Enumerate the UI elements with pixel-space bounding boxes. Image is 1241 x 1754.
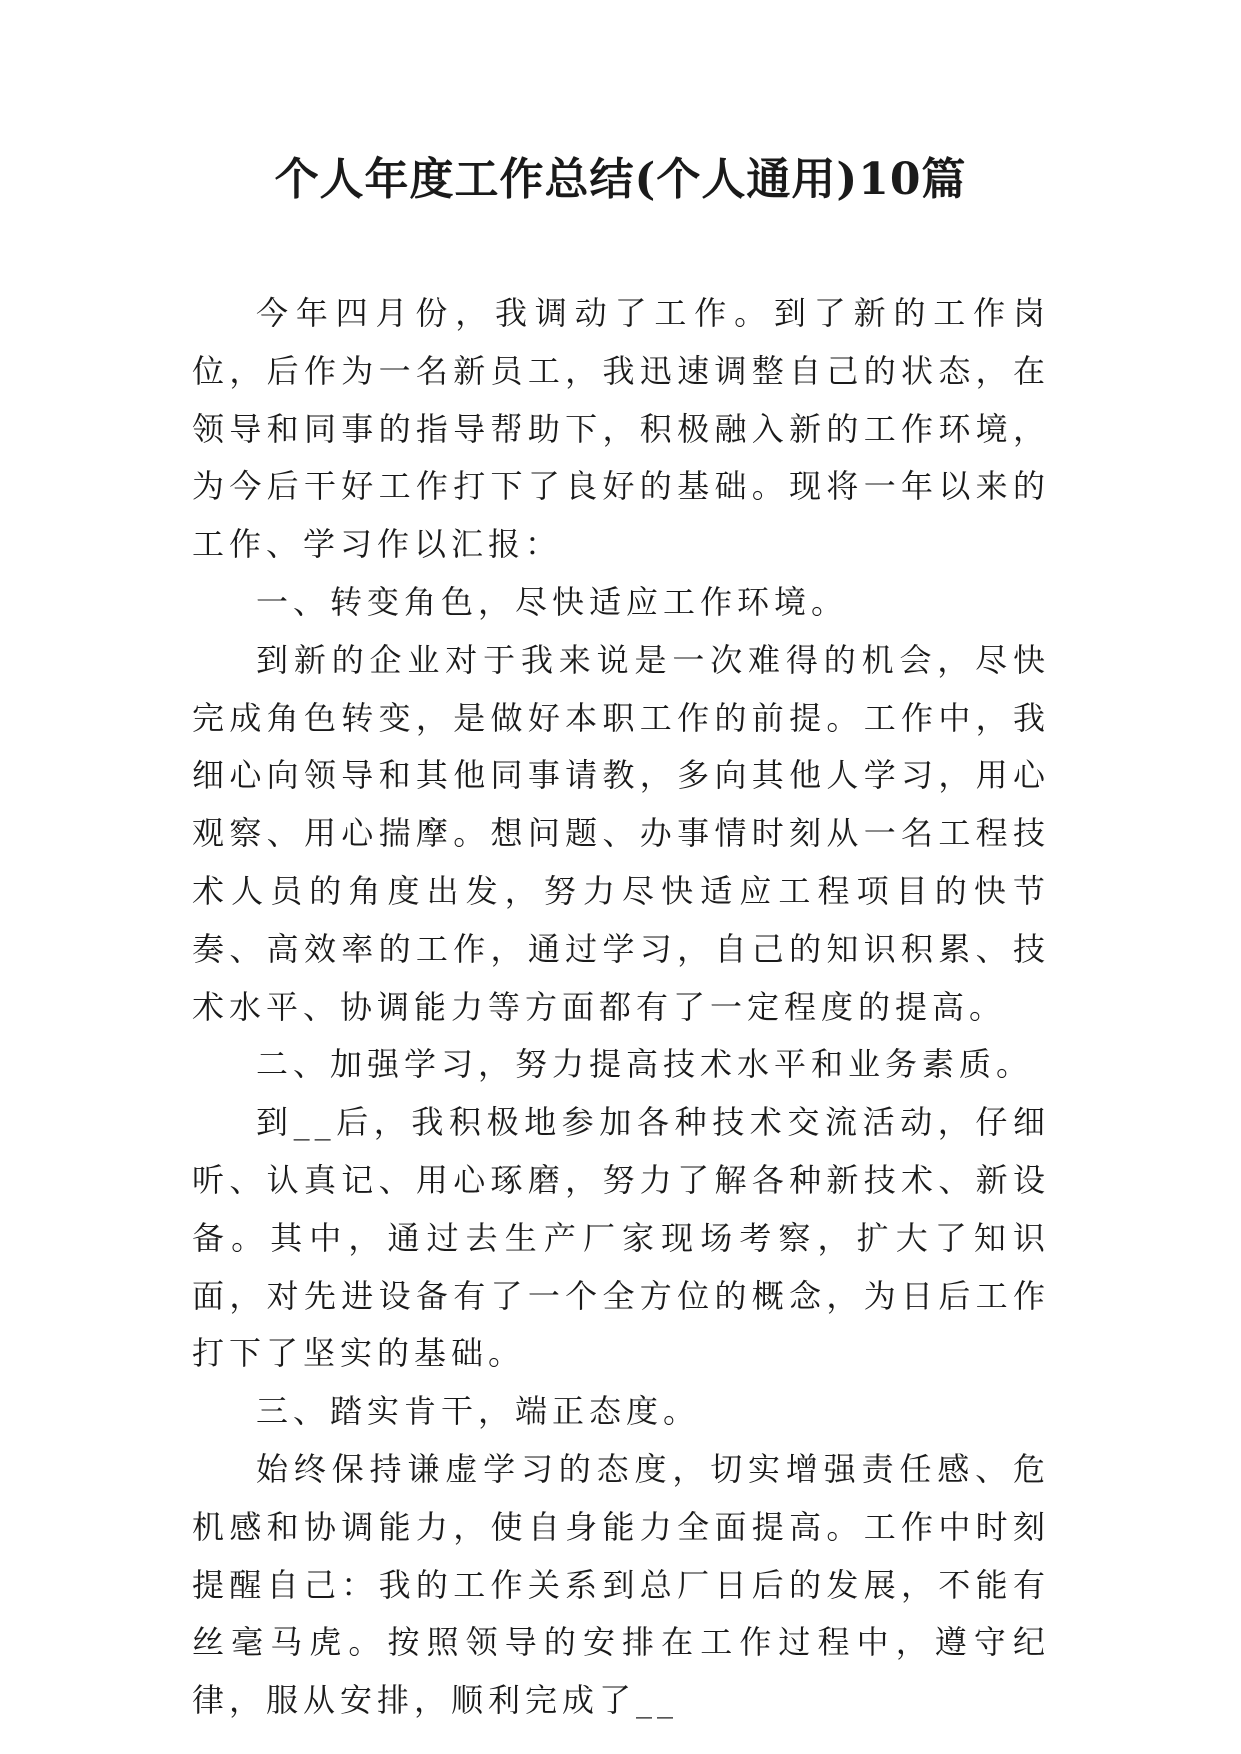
- heading-section-2: 二、加强学习，努力提高技术水平和业务素质。: [256, 1045, 1034, 1084]
- paragraph-section-2: 到__后，我积极地参加各种技术交流活动，仔细听、认真记、用心琢磨，努力了解各种新技术、新设备。其中，通过去生产厂家现场考察，扩大了知识面，对先进设备有了一个全方位的概念，为日后工作打下了坚实的基础。: [192, 1103, 1050, 1373]
- document-title: 个人年度工作总结(个人通用)10篇: [274, 154, 967, 205]
- paragraph-intro: 今年四月份，我调动了工作。到了新的工作岗位，后作为一名新员工，我迅速调整自己的状态，在领导和同事的指导帮助下，积极融入新的工作环境，为今后干好工作打下了良好的基础。现将一年以来的工作、学习作以汇报：: [192, 294, 1050, 564]
- paragraph-section-1: 到新的企业对于我来说是一次难得的机会，尽快完成角色转变，是做好本职工作的前提。工作中，我细心向领导和其他同事请教，多向其他人学习，用心观察、用心揣摩。想问题、办事情时刻从一名工程技术人员的角度出发，努力尽快适应工程项目的快节奏、高效率的工作，通过学习，自己的知识积累、技术水平、协调能力等方面都有了一定程度的提高。: [192, 640, 1050, 1026]
- heading-section-1: 一、转变角色，尽快适应工作环境。: [256, 582, 849, 621]
- document-body: [192, 285, 1050, 1730]
- heading-section-3: 三、踏实肯干，端正态度。: [256, 1392, 701, 1431]
- paragraph-section-3: 始终保持谦虚学习的态度，切实增强责任感、危机感和协调能力，使自身能力全面提高。工作中时刻提醒自己：我的工作关系到总厂日后的发展，不能有丝毫马虎。按照领导的安排在工作过程中，遵守纪律，服从安排，顺利完成了__: [192, 1449, 1050, 1720]
